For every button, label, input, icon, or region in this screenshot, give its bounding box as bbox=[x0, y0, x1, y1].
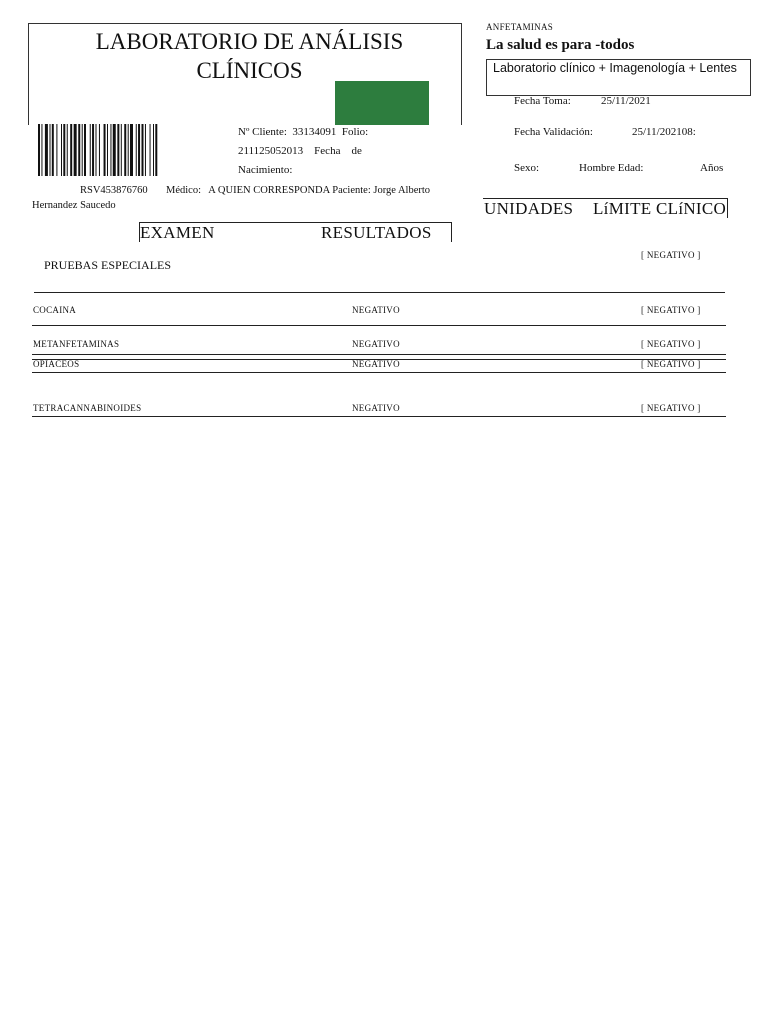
barcode-bar bbox=[121, 124, 122, 176]
col-header-unidades: UNIDADES bbox=[484, 199, 574, 218]
row-rule-1 bbox=[32, 325, 726, 326]
section-limit: [ NEGATIVO ] bbox=[641, 250, 701, 260]
row-result-opiaceos: NEGATIVO bbox=[352, 359, 400, 369]
col-header-resultados: RESULTADOS bbox=[321, 223, 432, 242]
barcode-bar bbox=[84, 124, 86, 176]
barcode bbox=[38, 124, 196, 176]
test-group-label: ANFETAMINAS bbox=[486, 22, 554, 32]
patient-name-cont: Hernandez Saucedo bbox=[32, 200, 116, 211]
barcode-bar bbox=[142, 124, 144, 176]
medico-line: Médico: A QUIEN CORRESPONDA Paciente: Jorge Alberto bbox=[166, 185, 431, 196]
barcode-bar bbox=[90, 124, 91, 176]
row-limit-metanfetaminas: [ NEGATIVO ] bbox=[641, 339, 701, 349]
barcode-bar bbox=[92, 124, 94, 176]
barcode-bar bbox=[41, 124, 42, 176]
barcode-bar bbox=[63, 124, 65, 176]
birth-line: Nacimiento: bbox=[238, 164, 293, 176]
barcode-bar bbox=[130, 124, 133, 176]
barcode-bar bbox=[155, 124, 157, 176]
barcode-bar bbox=[61, 124, 62, 176]
barcode-bar bbox=[128, 124, 129, 176]
barcode-bar bbox=[113, 124, 116, 176]
folio-line: 211125052013 Fecha de bbox=[238, 145, 362, 157]
row-exam-metanfetaminas: METANFETAMINAS bbox=[33, 339, 120, 349]
barcode-bar bbox=[150, 124, 151, 176]
barcode-bar bbox=[136, 124, 137, 176]
row-exam-cocaina: COCAINA bbox=[33, 305, 77, 315]
fecha-toma-value: 25/11/2021 bbox=[601, 95, 651, 107]
title-line-1: LABORATORIO DE ANÁLISIS bbox=[95, 29, 404, 54]
sexo-label: Sexo: bbox=[514, 162, 540, 174]
col-header-examen: EXAMEN bbox=[140, 223, 215, 242]
row-result-cocaina: NEGATIVO bbox=[352, 305, 400, 315]
barcode-bar bbox=[74, 124, 77, 176]
barcode-label: RSV453876760 bbox=[80, 185, 148, 196]
row-exam-opiaceos: OPIACEOS bbox=[33, 359, 80, 369]
row-rule-4 bbox=[32, 372, 726, 373]
sexo-value: Hombre Edad: bbox=[579, 162, 644, 174]
barcode-bar bbox=[138, 124, 140, 176]
header-vrule-right bbox=[727, 198, 728, 218]
barcode-bar bbox=[153, 124, 154, 176]
row-result-tetracannabinoides: NEGATIVO bbox=[352, 403, 400, 413]
row-limit-opiaceos: [ NEGATIVO ] bbox=[641, 359, 701, 369]
row-limit-tetracannabinoides: [ NEGATIVO ] bbox=[641, 403, 701, 413]
fecha-validacion-label: Fecha Validación: bbox=[514, 126, 593, 138]
barcode-bar bbox=[99, 124, 100, 176]
barcode-bar bbox=[107, 124, 108, 176]
row-rule-2 bbox=[32, 354, 726, 355]
section-rule bbox=[34, 292, 725, 293]
header-vrule-left-b bbox=[451, 222, 452, 242]
barcode-bar bbox=[67, 124, 68, 176]
barcode-bar bbox=[45, 124, 48, 176]
fecha-toma-label: Fecha Toma: bbox=[514, 95, 571, 107]
row-result-metanfetaminas: NEGATIVO bbox=[352, 339, 400, 349]
row-limit-cocaina: [ NEGATIVO ] bbox=[641, 305, 701, 315]
barcode-bar bbox=[82, 124, 83, 176]
barcode-bar bbox=[38, 124, 40, 176]
slogan: La salud es para -todos bbox=[486, 37, 635, 53]
barcode-bar bbox=[124, 124, 126, 176]
title-line-2: CLÍNICOS bbox=[196, 58, 303, 83]
page-title bbox=[28, 27, 471, 85]
services-box bbox=[486, 59, 751, 96]
edad-unit: Años bbox=[700, 162, 724, 174]
section-title: PRUEBAS ESPECIALES bbox=[44, 258, 172, 272]
barcode-bar bbox=[96, 124, 97, 176]
barcode-bar bbox=[70, 124, 72, 176]
barcode-bar bbox=[145, 124, 146, 176]
barcode-bar bbox=[50, 124, 51, 176]
barcode-bar bbox=[78, 124, 80, 176]
barcode-bar bbox=[117, 124, 119, 176]
barcode-bar bbox=[110, 124, 111, 176]
fecha-validacion-value: 25/11/202108: bbox=[632, 126, 696, 138]
services-text: Laboratorio clínico + Imagenología + Lentes bbox=[493, 61, 737, 75]
barcode-bar bbox=[52, 124, 54, 176]
row-exam-tetracannabinoides: TETRACANNABINOIDES bbox=[33, 403, 142, 413]
barcode-bar bbox=[104, 124, 106, 176]
barcode-bar bbox=[56, 124, 57, 176]
logo-block bbox=[335, 81, 429, 125]
col-header-limite: LíMITE CLíNICO bbox=[593, 199, 727, 218]
patient-info bbox=[238, 123, 388, 180]
row-rule-5 bbox=[32, 416, 726, 417]
client-line: Nº Cliente: 33134091 Folio: bbox=[238, 126, 369, 138]
